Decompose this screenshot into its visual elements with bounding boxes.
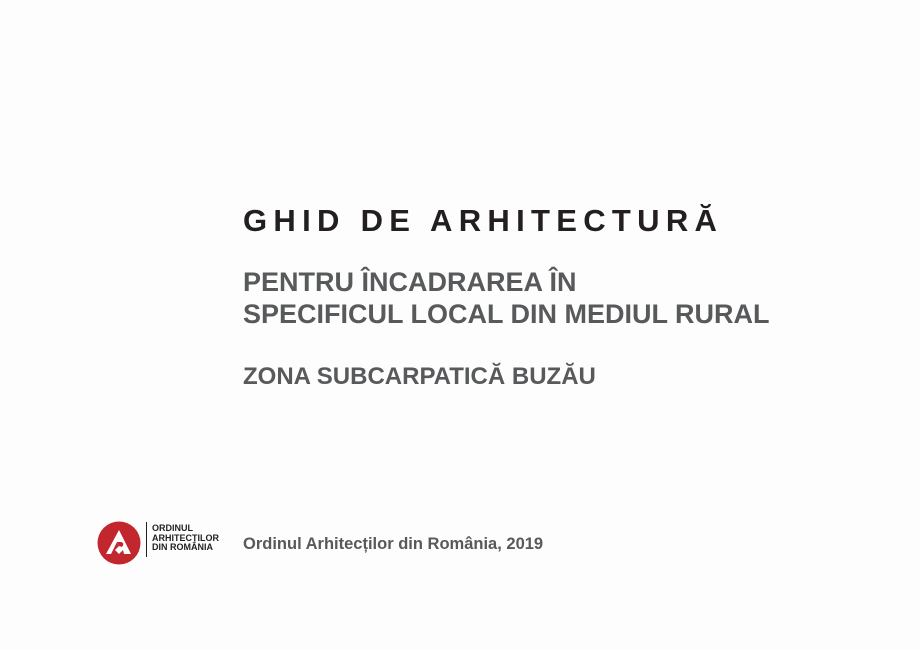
logo-text-line-1: ORDINUL <box>152 523 193 533</box>
logo-text-line-2: ARHITECȚILOR <box>152 532 219 543</box>
zone-heading: ZONA SUBCARPATICĂ BUZĂU <box>243 363 596 390</box>
subtitle-line-1: PENTRU ÎNCADRAREA ÎN <box>243 267 577 297</box>
logo-text <box>152 524 219 553</box>
document-title: GHID DE ARHITECTURĂ <box>243 203 724 238</box>
logo-text-line-3: DIN ROMÂNIA <box>152 542 213 552</box>
oar-logo-icon <box>97 521 141 565</box>
subtitle-line-2: SPECIFICUL LOCAL DIN MEDIUL RURAL <box>243 299 770 329</box>
logo-divider <box>146 522 147 557</box>
publisher-footer: Ordinul Arhitecților din România, 2019 <box>243 535 544 553</box>
